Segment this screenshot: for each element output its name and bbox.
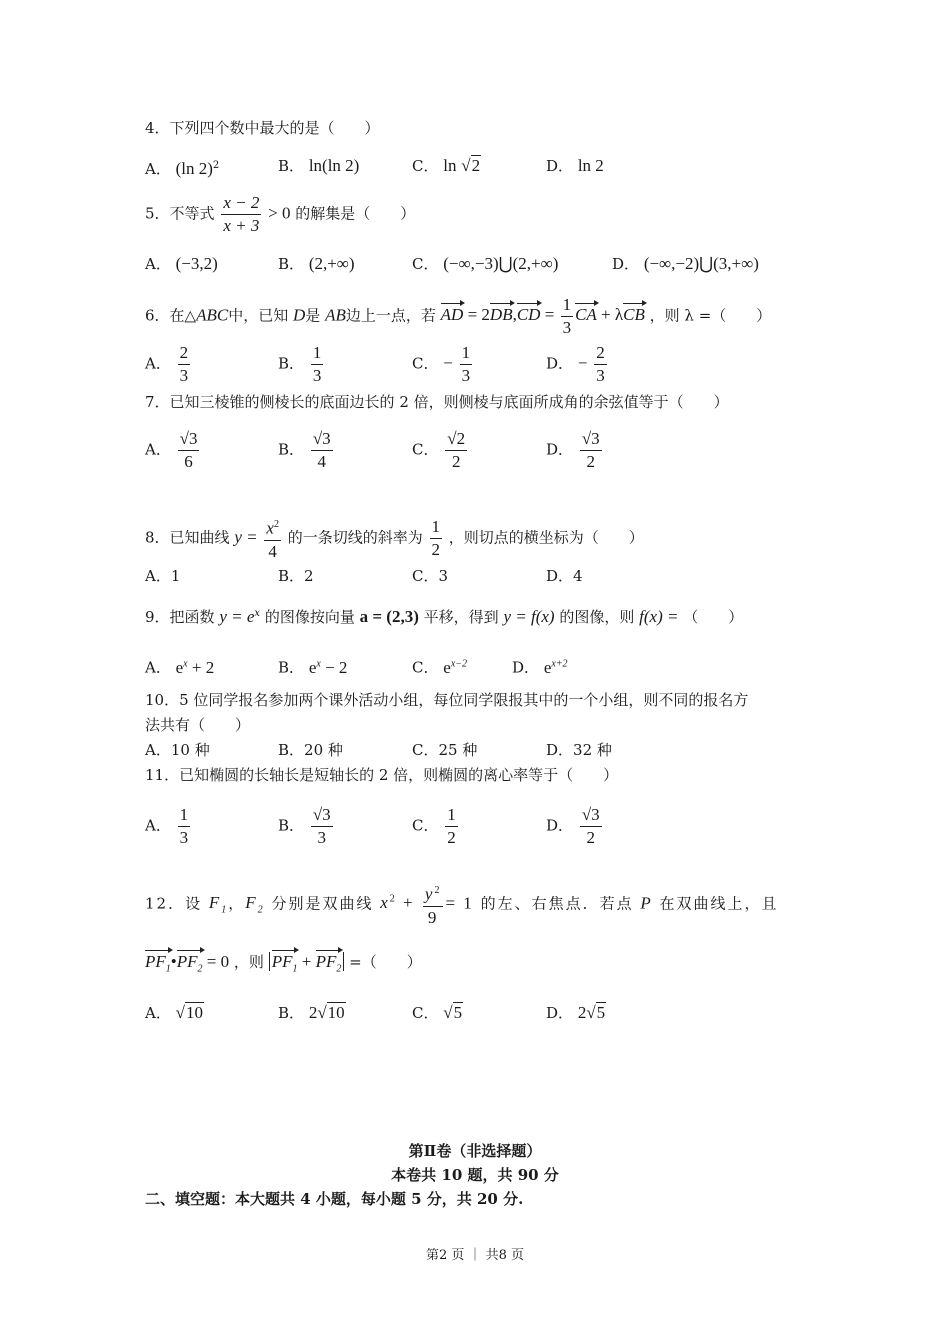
q7-option-b: B． $\frac{√3}{4}$ xyxy=(278,429,331,471)
q7-option-c: C． $\frac{√2}{2}$ xyxy=(412,429,466,471)
q5-option-d: D． (−∞,−2)⋃(3,+∞) xyxy=(612,254,759,273)
q12-option-b: B． 2√10 xyxy=(278,1003,345,1022)
q5-fraction: $\frac{x - 2}{x + 3}$ xyxy=(223,193,260,235)
section-subtitle: 本卷共 10 题，共 90 分 xyxy=(391,1166,559,1184)
q7-option-d: D． $\frac{√3}{2}$ xyxy=(546,429,600,471)
q9-option-b: B． $e^x - 2$ xyxy=(278,657,348,677)
q8-option-b: B．2 xyxy=(278,567,314,585)
q7-option-a: A． $\frac{√3}{6}$ xyxy=(145,429,198,471)
q11-option-d: D． $\frac{√3}{2}$ xyxy=(546,805,600,847)
q12-option-a: A． √10 xyxy=(145,1003,203,1022)
q9-stem: 9．把函数 $y = e^x$ 的图像按向量 a = (2,3) 平移，得到 y = f(x) 的图像，则 f(x) = （ ） xyxy=(145,607,744,626)
q4-option-b: B． ln(ln 2) xyxy=(278,156,360,175)
q11-stem: 11．已知椭圆的长轴长是短轴长的 2 倍，则椭圆的离心率等于（ ） xyxy=(145,766,619,784)
q8-option-a: A．1 xyxy=(145,567,181,585)
q10-stem-line1: 10．5 位同学报名参加两个课外活动小组，每位同学限报其中的一个小组，则不同的报名方 xyxy=(145,691,749,709)
page-footer: 第2 页 ｜ 共8 页 xyxy=(425,1248,525,1263)
q5-option-b: B． (2,+∞) xyxy=(278,254,355,273)
q11-option-c: C． $\frac{1}{2}$ xyxy=(412,805,456,847)
q12-stem-line1: 12．设 $F_1$，$F_2$ 分别是双曲线 $x^2$ + $\frac{y^2}{9}$ = 1 的左、右焦点．若点 P 在双曲线上，且 xyxy=(145,880,779,929)
q10-stem-line2: 法共有（ ） xyxy=(145,716,251,734)
q10-option-d: D．32 种 xyxy=(546,741,612,759)
q9-option-d: D． $e^{x+2}$ xyxy=(512,657,568,677)
q9-option-a: A． $e^x + 2$ xyxy=(145,657,215,677)
q4-option-a: A． (ln 2)$^2$ xyxy=(145,159,220,178)
q6-stem: 6．在△ABC中，已知 D是 AB边上一点，若 AD = 2DB,CD = $\frac{1}{3}$ CA + λCB ，则 λ =（ ） xyxy=(145,295,772,337)
q11-option-b: B． $\frac{√3}{3}$ xyxy=(278,805,331,847)
q6-option-b: B． $\frac{1}{3}$ xyxy=(278,343,322,385)
q11-option-a: A． $\frac{1}{3}$ xyxy=(145,805,189,847)
q6-option-a: A． $\frac{2}{3}$ xyxy=(145,343,189,385)
q10-option-a: A．10 种 xyxy=(145,741,210,759)
q8-option-d: D．4 xyxy=(546,567,583,585)
q8-option-c: C．3 xyxy=(412,567,449,585)
section-title: 第Ⅱ卷（非选择题） xyxy=(408,1142,542,1160)
part-two-heading: 二、填空题：本大题共 4 小题，每小题 5 分，共 20 分. xyxy=(145,1190,524,1208)
q8-stem: 8．已知曲线 y = $\frac{x^2}{4}$ 的一条切线的斜率为 $\frac{1}{2}$ ，则切点的横坐标为（ ） xyxy=(145,514,644,563)
q10-option-c: C．25 种 xyxy=(412,741,478,759)
q5-option-c: C． (−∞,−3)⋃(2,+∞) xyxy=(412,254,559,273)
q12-option-d: D． 2√5 xyxy=(546,1003,606,1022)
q4-stem: 4．下列四个数中最大的是（ ） xyxy=(145,119,380,137)
q12-stem-line2: $PF_1•PF_2 = 0$ ，则 $PF_1 + PF_2$ =（ ） xyxy=(145,950,422,979)
q6-option-c: C． − $\frac{1}{3}$ xyxy=(412,343,471,385)
q5-stem: 5．不等式 $\frac{x - 2}{x + 3}$ > 0 的解集是（ ） xyxy=(145,193,416,235)
q4-option-d: D． ln 2 xyxy=(546,156,604,175)
q9-option-c: C． $e^{x-2}$ xyxy=(412,657,467,677)
q6-option-d: D． − $\frac{2}{3}$ xyxy=(546,343,605,385)
q12-option-c: C． √5 xyxy=(412,1003,463,1022)
q7-stem: 7．已知三棱锥的侧棱长的底面边长的 2 倍，则侧棱与底面所成角的余弦值等于（ ） xyxy=(145,393,729,411)
q5-option-a: A． (−3,2) xyxy=(145,254,218,273)
q10-option-b: B．20 种 xyxy=(278,741,343,759)
q4-option-c: C． ln √2 xyxy=(412,156,481,175)
